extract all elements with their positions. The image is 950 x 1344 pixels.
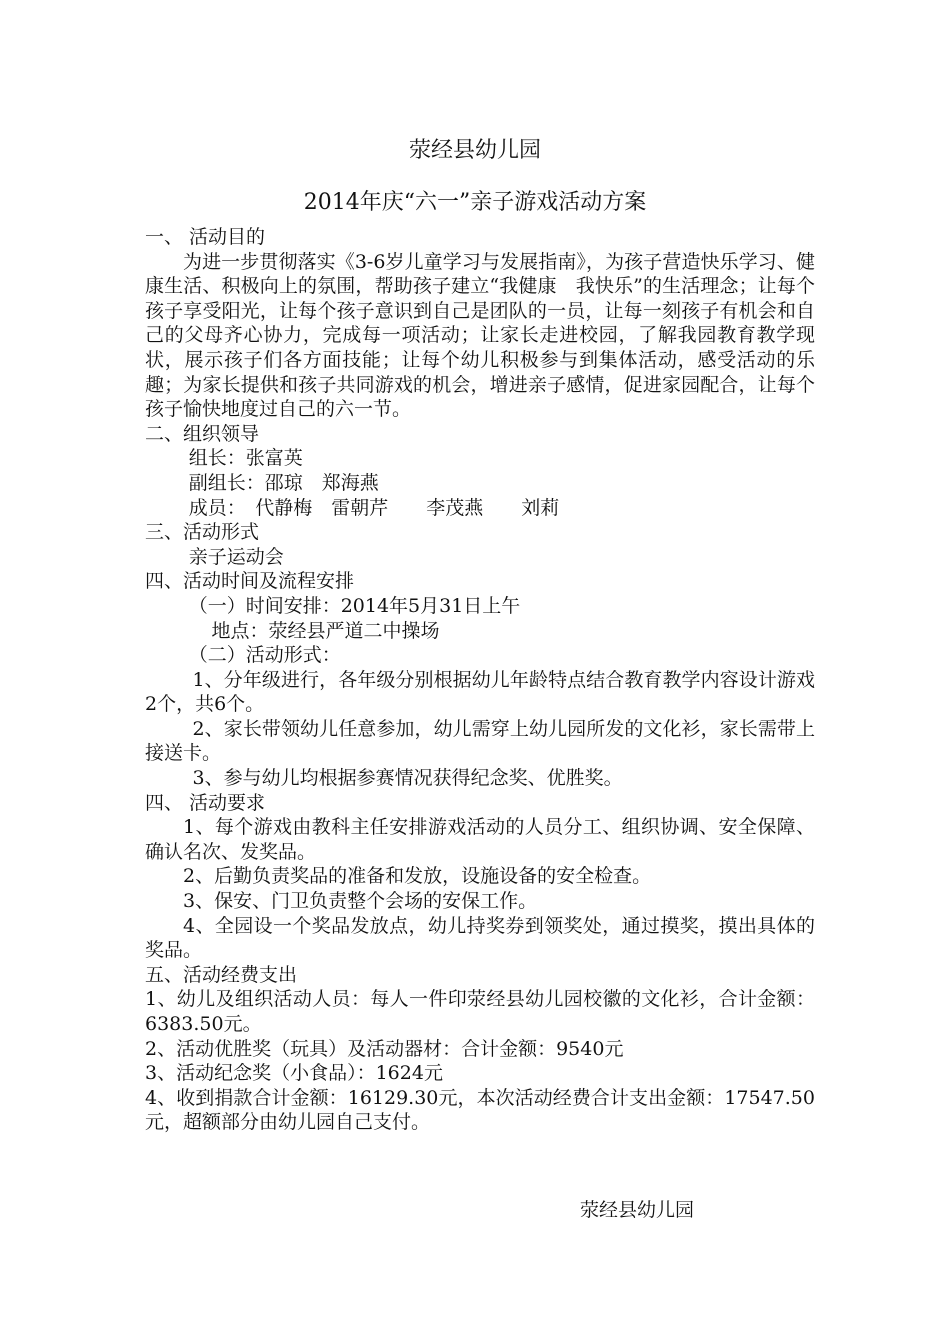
purpose-paragraph: 为进一步贯彻落实《3-6岁儿童学习与发展指南》，为孩子营造快乐学习、健康生活、积极向上的氛围，帮助孩子建立“我健康 我快乐”的生活理念；让每个孩子享受阳光，让每个孩子意识到自己是团队的一员，让每一刻孩子有机会和自己的父母齐心协力，完成每一项活动；让家长走进校园，了解我园教育教学现状，展示孩子们各方面技能；让每个幼儿积极参与到集体活动，感受活动的乐趣；为家长提供和孩子共同游戏的机会，增进亲子感情，促进家园配合，让每个孩子愉快地度过自己的六一节。 — [145, 250, 815, 421]
requirement-2: 2、后勤负责奖品的准备和发放，设施设备的安全检查。 — [183, 865, 652, 888]
document-body — [145, 225, 815, 1135]
section-heading-schedule: 四、活动时间及流程安排 — [145, 570, 355, 593]
place-line: 地点：荥经县严道二中操场 — [211, 619, 440, 642]
schedule-item-2: 2、家长带领幼儿任意参加，幼儿需穿上幼儿园所发的文化衫，家长需带上接送卡。 — [145, 717, 815, 765]
time-line: （一）时间安排：2014年5月31日上午 — [188, 594, 521, 617]
section-heading-requirements: 四、 活动要求 — [145, 791, 266, 814]
form-subheading: （二）活动形式： — [188, 644, 341, 667]
document-subtitle: 2014年庆“六一”亲子游戏活动方案 — [303, 190, 647, 215]
requirement-4: 4、全园设一个奖品发放点，幼儿持奖券到领奖处，通过摸奖，摸出具体的奖品。 — [145, 914, 815, 962]
section-heading-purpose: 一、 活动目的 — [145, 226, 266, 248]
section-heading-expenses: 五、活动经费支出 — [145, 963, 298, 986]
deputy-line: 副组长：邵琼 郑海燕 — [188, 471, 379, 494]
leader-line: 组长：张富英 — [188, 447, 303, 470]
expense-1: 1、幼儿及组织活动人员：每人一件印荥经县幼儿园校徽的文化衫，合计金额：6383.50元。 — [145, 988, 815, 1035]
signature: 荥经县幼儿园 — [580, 1199, 695, 1221]
section-heading-form: 三、活动形式 — [145, 521, 260, 544]
schedule-item-3: 3、参与幼儿均根据参赛情况获得纪念奖、优胜奖。 — [192, 767, 623, 790]
expense-3: 3、活动纪念奖（小食品）：1624元 — [145, 1062, 443, 1085]
document-title: 荥经县幼儿园 — [408, 138, 541, 163]
section-heading-leadership: 二、组织领导 — [145, 422, 260, 445]
requirement-1: 1、每个游戏由教科主任安排游戏活动的人员分工、组织协调、安全保障、确认名次、发奖品。 — [145, 816, 815, 863]
members-line: 成员： 代静梅 雷朝芹 李茂燕 刘莉 — [188, 496, 560, 519]
expense-2: 2、活动优胜奖（玩具）及活动器材：合计金额：9540元 — [145, 1037, 624, 1060]
requirement-3: 3、保安、门卫负责整个会场的安保工作。 — [183, 890, 538, 913]
expense-4: 4、收到捐款合计金额：16129.30元，本次活动经费合计支出金额：17547.50元，超额部分由幼儿园自己支付。 — [145, 1086, 815, 1134]
form-line: 亲子运动会 — [188, 545, 284, 568]
schedule-item-1: 1、分年级进行，各年级分别根据幼儿年龄特点结合教育教学内容设计游戏2个，共6个。 — [145, 668, 815, 716]
